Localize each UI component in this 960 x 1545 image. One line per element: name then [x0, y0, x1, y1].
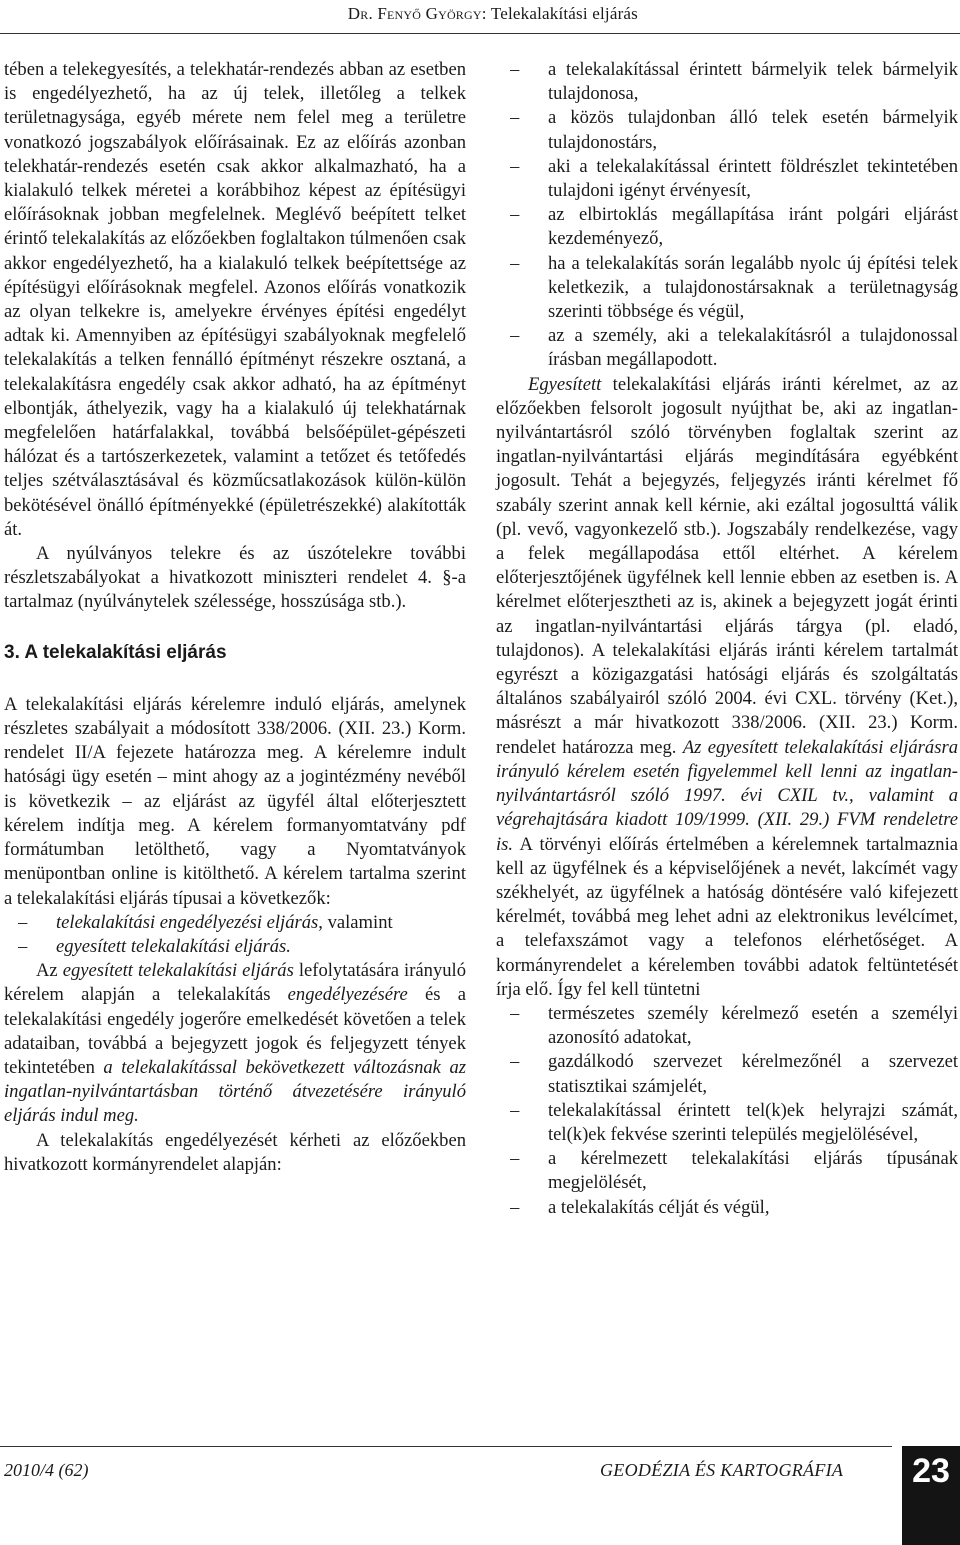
- footer-rule: [0, 1446, 892, 1447]
- left-paragraph-3: A telekalakítási eljárás kérelemre induló eljárás, amelynek részletes szabályait a módosított 338/2006. (XII. 23.) Korm. rendelet II/A fejezete határozza meg. A kérelemre indult hatósági ügy esetén – mint ahogy az a jogintézmény nevéből is következik – az eljárást az ügyfél által előterjesztett kérelem indítja meg. A kérelem formanyomtatvány pdf formátumban letölthető, vagy a Nyomtatványok menüpontban online is kitölthető. A kérelem tartalma szerint a telekalakítási eljárás típusai a következők:: [4, 693, 466, 909]
- list-item: – ha a telekalakítás során legalább nyolc új építési telek keletkezik, a tulajdonostársaknak a területnagyság szerinti többsége és végül,: [496, 252, 958, 325]
- list-item: – természetes személy kérelmező esetén a személyi azonosító adatokat,: [496, 1002, 958, 1050]
- left-paragraph-5: A telekalakítás engedélyezését kérheti az előzőekben hivatkozott kormányrendelet alapján:: [4, 1129, 466, 1175]
- right-column: [496, 58, 958, 1220]
- list-item-italic: egyesített telekalakítási eljárás.: [56, 935, 291, 957]
- running-header: [348, 4, 638, 24]
- header-title: Telekalakítási eljárás: [490, 4, 638, 23]
- text-run-italic: egyesített telekalakítási eljárás: [62, 960, 294, 982]
- text-run: A törvényi előírás értelmében a kérelemnek tartalmaznia kell az ügyfélnek és a képviselőjének a nevét, lakcímét vagy székhelyét, az ügyfélnek a hatóság döntésére való kifejezett kérelmét, továbbá meg lehet adni az elektronikus levélcímet, a telefaxszámot vagy a telefonos elérhetőséget. A kormányrendelet a kérelemben további adatok feltüntetését írja elő. Így fel kell tüntetni: [496, 833, 958, 1000]
- list-item: – a telekalakítással érintett bármelyik telek bármelyik tulajdonosa,: [496, 58, 958, 106]
- issue-number: 2010/4 (62): [4, 1460, 89, 1480]
- header-rule: [0, 33, 960, 34]
- text-run-italic: engedélyezésére: [287, 984, 408, 1006]
- list-item: – az a személy, aki a telekalakításról a tulajdonossal írásban megállapodott.: [496, 324, 958, 372]
- list-item: [4, 911, 466, 935]
- list-item-tail: , valamint: [318, 911, 393, 933]
- text-run: telekalakítási eljárás iránti kérelmet, az az előzőekben felsorolt jogosult nyújthat be, aki az ingatlan-nyilvántartásról szóló törvényben foglaltak szerint az ingatlan-nyilvántartási eljárás megindítására egyébként jogosult. Tehát a bejegyzés, feljegyzés iránti kérelmet fő szabály szerint annak kell kérnie, aki ezáltal jogosulttá válik (pl. vevő, vagyonkezelő stb.). Jogszabály rendelkezése, vagy a felek megállapodása ettől eltérhet. A kérelem előterjesztőjének ügyfélnek kell lennie ebben az esetben is. A kérelmet előterjesztheti az is, akinek a bejegyzett jogát érinti az ingatlan-nyilvántartási eljárás tárgya (pl. eladó, tulajdonos). A telekalakítási eljárás iránti kérelem tartalmát egyrészt a közigazgatási hatósági eljárás és szolgáltatás általános szabályairól szóló 2004. évi CXL. törvény (Ket.), másrészt a már hivatkozott 338/2006. (XII. 23.) Korm. rendelet határozza meg.: [496, 373, 958, 758]
- list-item-italic: telekalakítási engedélyezési eljárás: [56, 911, 319, 933]
- left-column: [4, 58, 466, 1177]
- list-item: – a kérelmezett telekalakítási eljárás típusának megjelölését,: [496, 1147, 958, 1195]
- left-paragraph-2: A nyúlványos telekre és az úszótelekre további részletszabályokat a hivatkozott miniszteri rendelet 4. §-a tartalmaz (nyúlványtelek szélessége, hosszúsága stb.).: [4, 543, 466, 613]
- text-run-italic: a telekalakítással bekövetkezett változásnak az ingatlan-nyilvántartásban történő átvezetésére irányuló eljárás indul meg.: [4, 1056, 467, 1127]
- list-item: – gazdálkodó szervezet kérelmezőnél a szervezet statisztikai számjelét,: [496, 1050, 958, 1098]
- applicant-list: [496, 58, 958, 373]
- right-paragraph-1: [496, 373, 958, 1002]
- header-separator: :: [481, 4, 491, 23]
- text-run: Az: [36, 960, 63, 982]
- list-item: – aki a telekalakítással érintett földrészlet tekintetében tulajdoni igényt érvényesít,: [496, 155, 958, 203]
- journal-name: GEODÉZIA ÉS KARTOGRÁFIA: [600, 1460, 844, 1480]
- required-data-list: [496, 1002, 958, 1220]
- list-item: – telekalakítással érintett tel(k)ek helyrajzi számát, tel(k)ek fekvése szerinti település megjelölésével,: [496, 1099, 958, 1147]
- procedure-type-list: [4, 911, 466, 959]
- section-title: 3. A telekalakítási eljárás: [4, 641, 227, 663]
- text-run: lefolytatására irányuló kérelem alapján a telekalakítás: [4, 960, 466, 1006]
- text-run-italic: Egyesített: [528, 373, 602, 395]
- text-run-italic: Az egyesített telekalakítási eljárásra irányuló kérelem esetén figyelemmel kell lenni az ingatlan-nyilvántartásról szóló 1997. évi CXIL tv., valamint a végrehajtására kiadott 109/1999. (XII. 29.) FVM rendeletre is.: [496, 736, 958, 855]
- list-item: – a telekalakítás célját és végül,: [496, 1196, 958, 1220]
- page-number: 23: [902, 1446, 960, 1545]
- list-item: – az elbirtoklás megállapítása iránt polgári eljárást kezdeményező,: [496, 203, 958, 251]
- header-author: Dr. Fenyő György: [347, 4, 482, 23]
- left-paragraph-1: tében a telekegyesítés, a telekhatár-rendezés abban az esetben is engedélyezhető, ha az új telek, illetőleg a telkek területnagysága, egyéb mérete nem felel meg a területre vonatkozó jogszabályok előírásainak. Ez az előírás azonban telekhatár-rendezés esetén csak akkor alkalmazható, ha a kialakuló telkek méretei a korábbihoz képest az építésügyi előírásoknak jobban megfelelnek. Meglévő beépített telket érintő telekalakítás az előzőekben foglaltakon túlmenően csak akkor engedélyezhető, ha a kialakuló telkek beépítettsége az építésügyi előírásoknak megfelel. Azonos előírás vonatkozik az olyan telkekre is, amelyekre érvényes építési engedélyt adtak ki. Amennyiben az építésügyi szabályoknak megfelelő telekalakítás a telken fennálló építményt részekre osztaná, a telekalakításra engedély csak akkor adható, ha az építményt elbontják, áthelyezik, vagy ha a kialakuló új telekhatárnak megfelelően határfalakkal, továbbá belsőépület-gépészeti hálózat és a tartószerkezetek, valamint a tetőzet és tetőfedés teljes szétválasztásával és közműcsatlakozások külön-külön bekötésével önálló építményekké (épületrészekké) alakították át.: [4, 59, 466, 540]
- text-run: és a telekalakítási engedély jogerőre emelkedését követően a telek adataiban, továbbá a bejegyzett jogok és feljegyzett tények tekintetében: [4, 984, 466, 1078]
- left-paragraph-4: [4, 959, 466, 1128]
- list-item: – a közös tulajdonban álló telek esetén bármelyik tulajdonostárs,: [496, 106, 958, 154]
- list-item: [4, 935, 466, 959]
